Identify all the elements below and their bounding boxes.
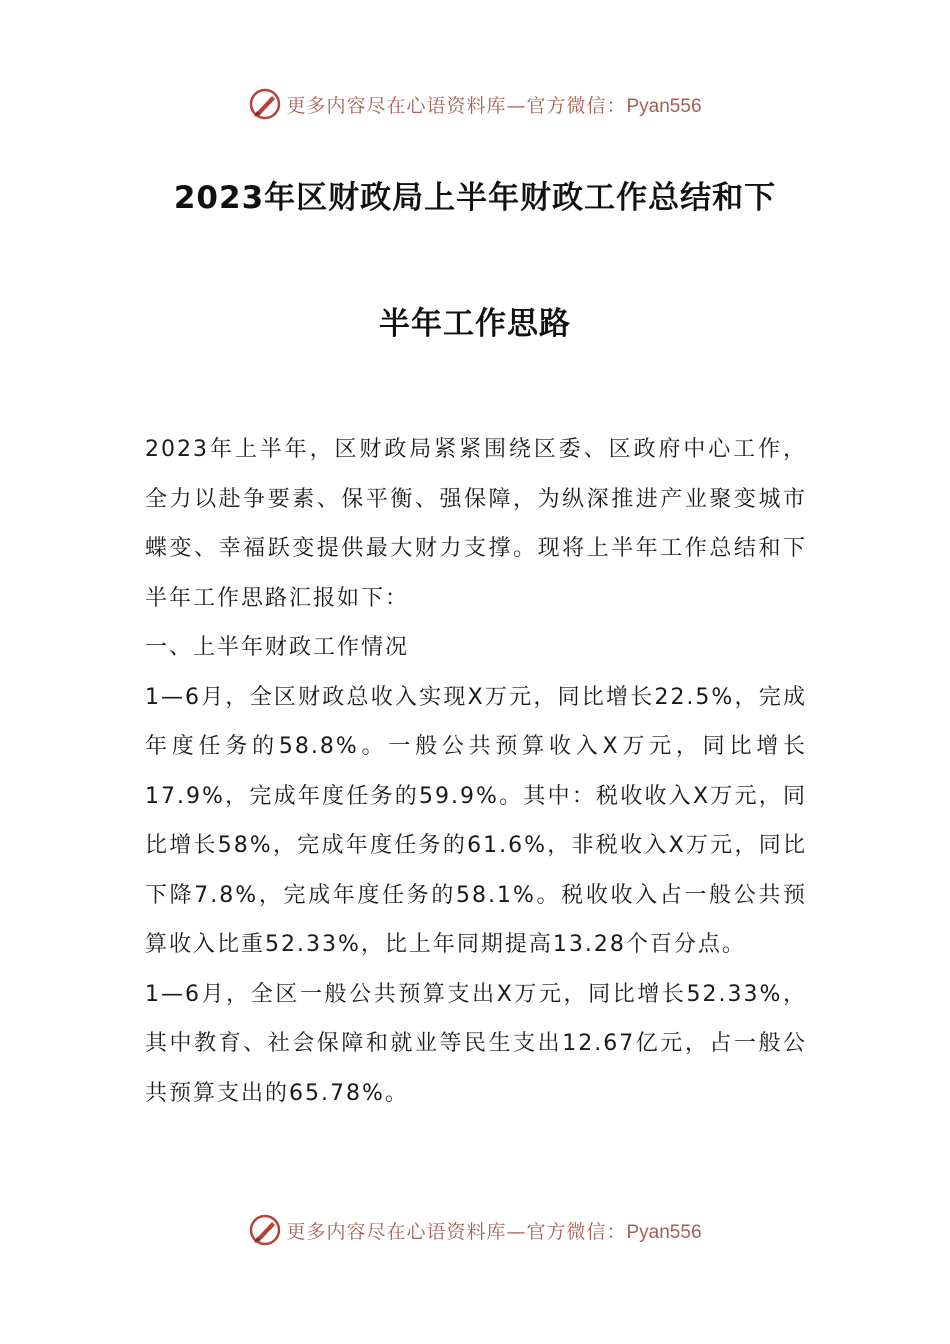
pen-circle-logo-icon [248, 1213, 282, 1247]
wechat-id: Pyan556 [626, 95, 702, 117]
banner-text: 更多内容尽在心语资料库—官方微信：Pyan556 [286, 1220, 702, 1243]
footer-banner [0, 1210, 950, 1250]
wechat-id: Pyan556 [626, 1221, 702, 1243]
banner-text: 更多内容尽在心语资料库—官方微信：Pyan556 [286, 94, 702, 117]
paragraph-intro: 2023年上半年，区财政局紧紧围绕区委、区政府中心工作，全力以赴争要素、保平衡、强保障，为纵深推进产业聚变城市蝶变、幸福跃变提供最大财力支撑。现将上半年工作总结和下半年工作思路汇报如下： [145, 437, 807, 611]
section-heading: 一、上半年财政工作情况 [145, 635, 410, 660]
pen-circle-logo-icon [248, 87, 282, 121]
document-body [145, 425, 807, 1118]
page-title-line-1: 2023年区财政局上半年财政工作总结和下 [173, 180, 777, 216]
page-title-line-2: 半年工作思路 [379, 306, 571, 342]
paragraph-revenue: 1—6月，全区财政总收入实现X万元，同比增长22.5%，完成年度任务的58.8%。一般公共预算收入X万元，同比增长17.9%，完成年度任务的59.9%。其中：税收收入X万元，同比增长58%，完成年度任务的61.6%，非税收入X万元，同比下降7.8%，完成年度任务的58.1%。税收收入占一般公共预算收入比重52.33%，比上年同期提高13.28个百分点。 [145, 684, 807, 957]
header-banner [0, 84, 950, 124]
paragraph-expenditure: 1—6月，全区一般公共预算支出X万元，同比增长52.33%，其中教育、社会保障和就业等民生支出12.67亿元，占一般公共预算支出的65.78%。 [145, 981, 807, 1106]
